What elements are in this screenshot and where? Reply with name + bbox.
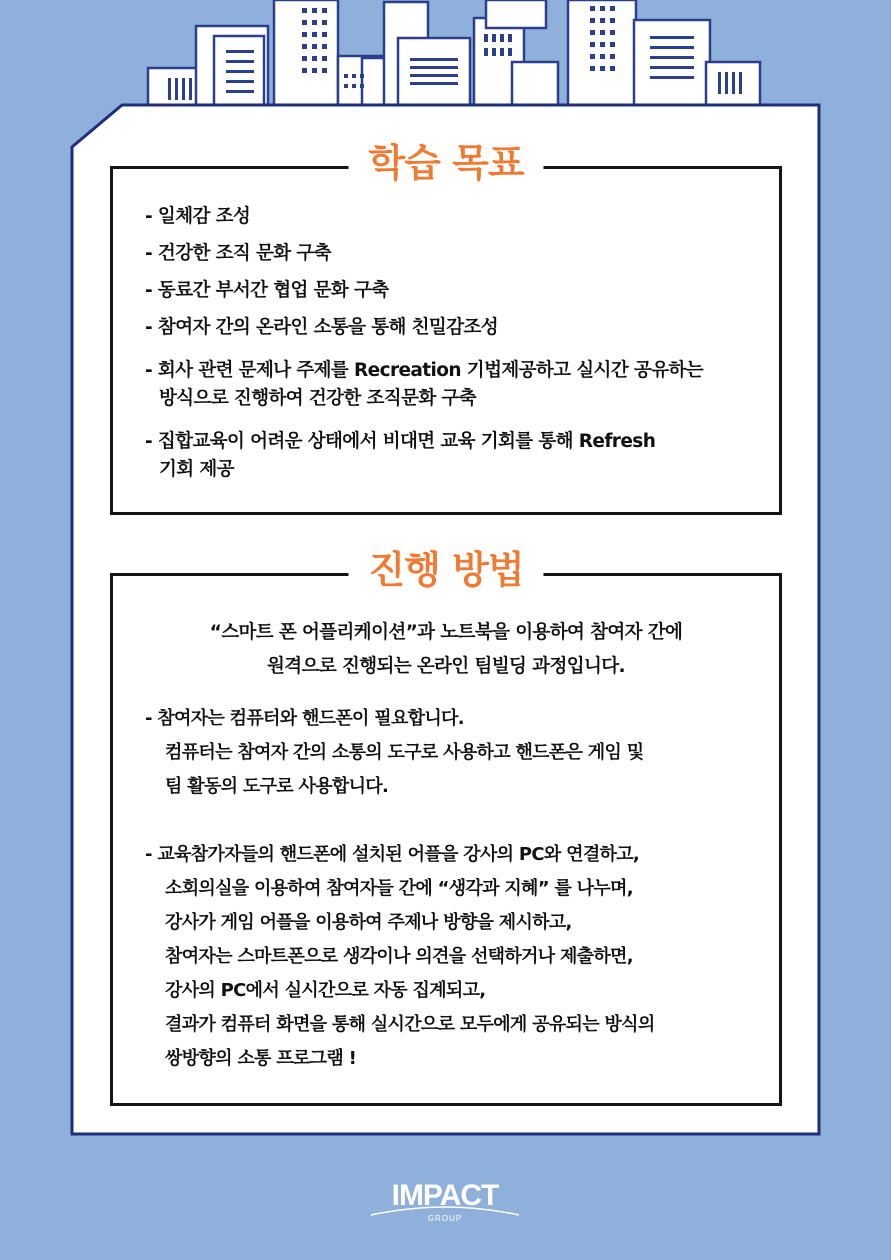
text-line: 참여자는 스마트폰으로 생각이나 의견을 선택하거나 제출하면, <box>165 946 633 967</box>
svg-text:IMPACT: IMPACT <box>391 1179 499 1212</box>
list-item: - 건강한 조직 문화 구축 <box>145 243 331 264</box>
text-line: 컴퓨터는 참여자 간의 소통의 도구로 사용하고 핸드폰은 게임 및 <box>165 742 644 763</box>
method-process <box>145 838 765 1076</box>
content-card <box>70 103 821 1136</box>
text-line: 팀 활동의 도구로 사용합니다. <box>165 776 389 797</box>
city-skyline-illustration <box>0 0 891 112</box>
goals-list <box>145 203 785 493</box>
method-section <box>110 548 782 1106</box>
list-item: - 회사 관련 문제나 주제를 Recreation 기법제공하고 실시간 공유하는 방식으로 진행하여 건강한 조직문화 구축 <box>145 360 704 409</box>
text-line: 강사의 PC에서 실시간으로 자동 집계되고, <box>165 980 486 1001</box>
goals-title: 학습 목표 <box>348 141 543 185</box>
method-intro <box>113 616 779 684</box>
text-line: 강사가 게임 어플을 이용하여 주제나 방향을 제시하고, <box>165 912 572 933</box>
list-item: - 동료간 부서간 협업 문화 구축 <box>145 280 389 301</box>
intro-line: 원격으로 진행되는 온라인 팀빌딩 과정입니다. <box>267 656 625 677</box>
list-item: - 참여자 간의 온라인 소통을 통해 친밀감조성 <box>145 317 499 338</box>
svg-text:GROUP: GROUP <box>427 1214 463 1223</box>
text-line: - 교육참가자들의 핸드폰에 설치된 어플을 강사의 PC와 연결하고, <box>145 844 640 865</box>
list-item: - 일체감 조성 <box>145 206 251 227</box>
text-line: 쌍방향의 소통 프로그램 ! <box>165 1048 357 1069</box>
text-line: 결과가 컴퓨터 화면을 통해 실시간으로 모두에게 공유되는 방식의 <box>165 1014 655 1035</box>
intro-line: “스마트 폰 어플리케이션”과 노트북을 이용하여 참여자 간에 <box>209 622 683 643</box>
impact-group-logo <box>365 1175 525 1225</box>
method-requirements <box>145 702 765 804</box>
list-item: - 집합교육이 어려운 상태에서 비대면 교육 기회를 통해 Refresh 기회 제공 <box>145 431 656 480</box>
text-line: - 참여자는 컴퓨터와 핸드폰이 필요합니다. <box>145 708 464 729</box>
text-line: 소회의실을 이용하여 참여자들 간에 “생각과 지혜” 를 나누며, <box>165 878 633 899</box>
goals-section <box>110 141 782 515</box>
method-title: 진행 방법 <box>348 548 543 592</box>
